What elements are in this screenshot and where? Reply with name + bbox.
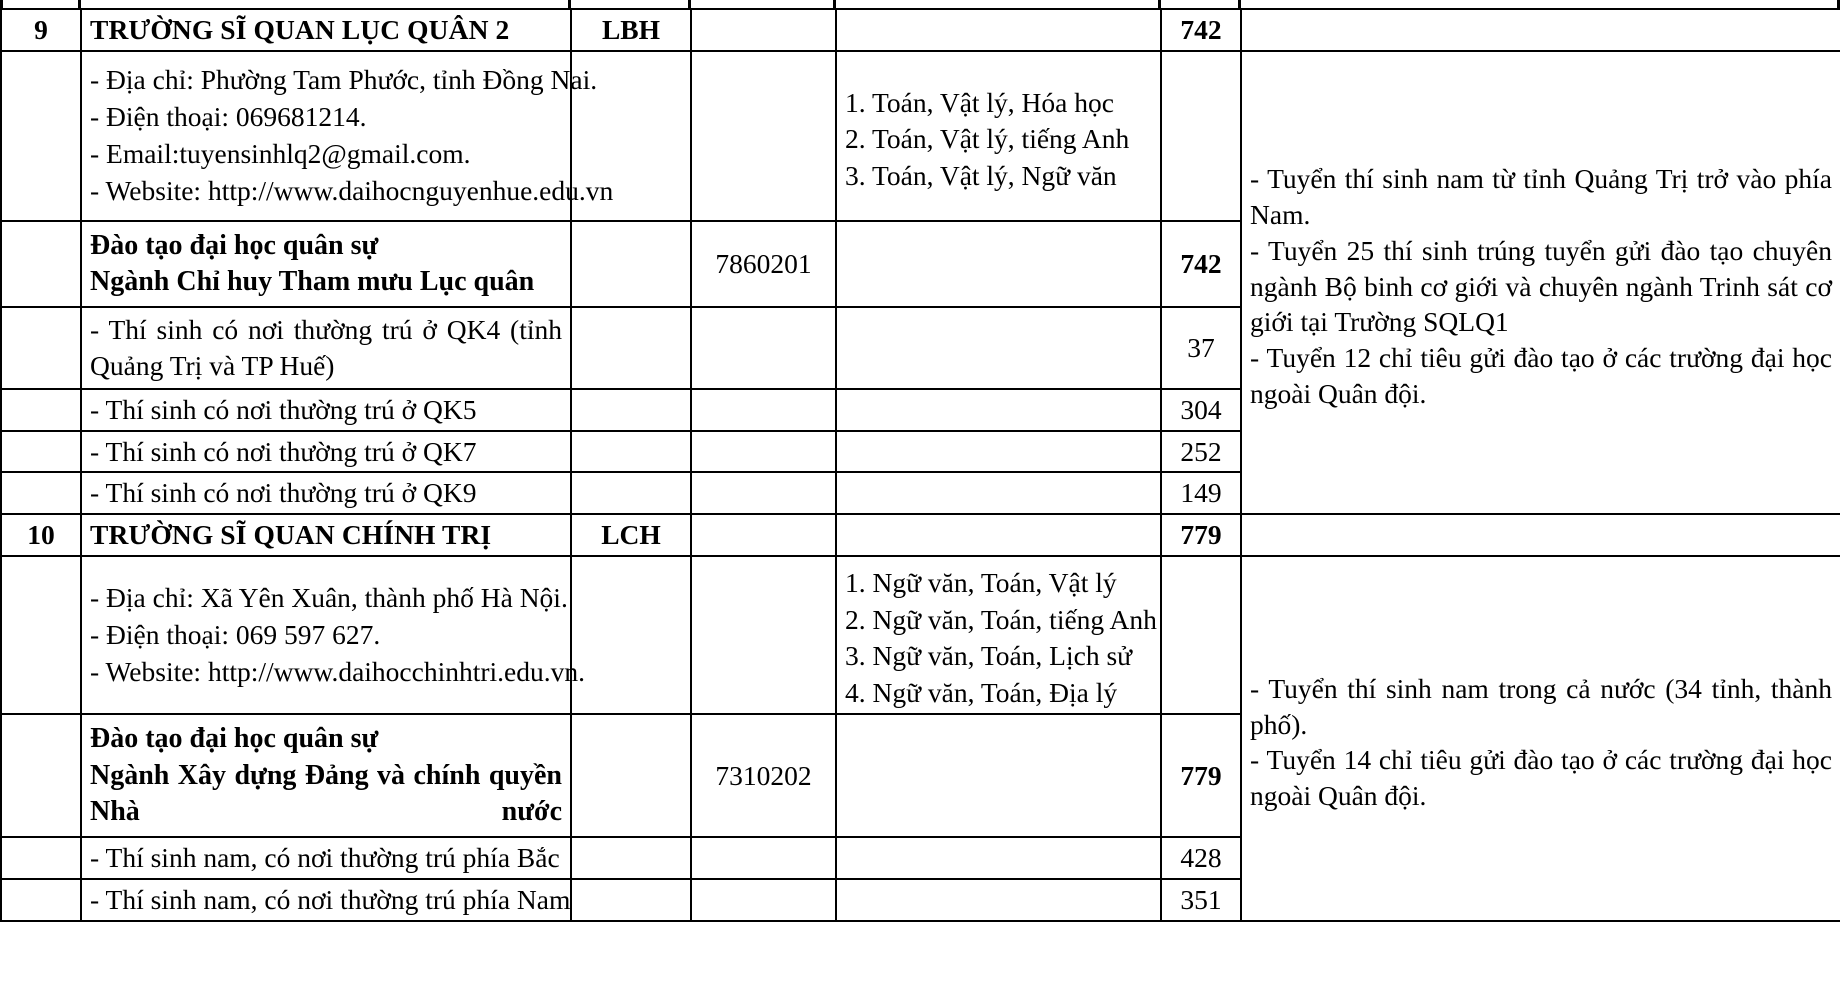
empty-subject-cell [836,514,1161,556]
breakdown-quota: 428 [1161,837,1241,879]
breakdown-label: - Thí sinh có nơi thường trú ở QK7 [81,431,571,473]
program-major-code: 7860201 [691,221,836,308]
empty-subject-cell [836,837,1161,879]
phone-line: - Điện thoại: 069681214. [90,100,367,132]
empty-major-code-cell [691,51,836,221]
table-row-school-header [1,514,1840,556]
school-code: LBH [571,9,691,51]
school-total-quota: 742 [1161,9,1241,51]
school-total-quota: 779 [1161,514,1241,556]
empty-major-code-cell [691,879,836,921]
phone-line: - Điện thoại: 069 597 627. [90,618,381,650]
empty-school-code-cell [571,389,691,431]
breakdown-label: - Thí sinh có nơi thường trú ở QK9 [81,472,571,514]
breakdown-quota: 149 [1161,472,1241,514]
email-line: - Email:tuyensinhlq2@gmail.com. [90,137,471,169]
empty-school-code-cell [571,221,691,308]
subject-group-item: 1. Ngữ văn, Toán, Vật lý [845,566,1117,598]
school-code: LCH [571,514,691,556]
subject-group-item: 4. Ngữ văn, Toán, Địa lý [845,676,1118,708]
empty-school-code-cell [571,714,691,837]
table-row-school-header [1,9,1840,51]
empty-notes-cell [1241,514,1840,556]
empty-school-code-cell [571,307,691,389]
empty-major-code-cell [691,307,836,389]
school-title: TRƯỜNG SĨ QUAN CHÍNH TRỊ [81,514,571,556]
empty-index-cell [1,879,81,921]
breakdown-quota: 304 [1161,389,1241,431]
breakdown-label: - Thí sinh có nơi thường trú ở QK4 (tỉnh Quảng Trị và TP Huế) [81,307,571,389]
empty-index-cell [1,837,81,879]
empty-subject-cell [836,472,1161,514]
school-title: TRƯỜNG SĨ QUAN LỤC QUÂN 2 [81,9,571,51]
empty-subject-cell [836,879,1161,921]
program-level: Đào tạo đại học quân sự [90,229,379,261]
address-line: - Địa chỉ: Xã Yên Xuân, thành phố Hà Nội. [90,581,568,613]
empty-subject-cell [836,714,1161,837]
subject-group-item: 2. Toán, Vật lý, tiếng Anh [845,123,1130,155]
address-line: - Địa chỉ: Phường Tam Phước, tỉnh Đồng Nai. [90,63,598,95]
breakdown-label: - Thí sinh nam, có nơi thường trú phía Bắc [81,837,571,879]
note-item: - Tuyển thí sinh nam từ tỉnh Quảng Trị trở vào phía Nam. [1250,163,1832,231]
subject-groups-cell [836,9,1161,51]
empty-school-code-cell [571,879,691,921]
empty-major-code-cell [691,431,836,473]
empty-index-cell [1,307,81,389]
breakdown-quota: 37 [1161,307,1241,389]
empty-school-code-cell [571,837,691,879]
major-code-cell [691,9,836,51]
empty-subject-cell [836,221,1161,308]
subject-groups-list [836,51,1161,221]
program-major-code: 7310202 [691,714,836,837]
school-contact-info [81,51,614,221]
table-row-school-info [1,51,1840,221]
note-item: - Tuyển 12 chỉ tiêu gửi đào tạo ở các trường đại học ngoài Quân đội. [1250,342,1832,409]
empty-subject-cell [836,389,1161,431]
website-line: - Website: http://www.daihocchinhtri.edu.vn. [90,655,585,687]
program-major: Ngành Xây dựng Đảng và chính quyền Nhà nước [90,759,562,827]
table-row-school-info [1,556,1840,714]
empty-major-code-cell [691,556,836,714]
subject-groups-list [836,556,1161,714]
website-line: - Website: http://www.daihocnguyenhue.edu.vn [90,174,614,206]
program-quota: 742 [1161,221,1241,308]
empty-school-code-cell [571,472,691,514]
empty-index-cell [1,389,81,431]
program-major: Ngành Chỉ huy Tham mưu Lục quân [90,266,535,298]
empty-major-code-cell [691,389,836,431]
program-quota: 779 [1161,714,1241,837]
empty-quota-cell [1161,556,1241,714]
empty-major-code-cell [691,837,836,879]
program-name [81,221,571,308]
empty-major-code-cell [691,472,836,514]
school-index: 9 [1,9,81,51]
empty-index-cell [1,472,81,514]
school-index: 10 [1,514,81,556]
note-item: - Tuyển thí sinh nam trong cả nước (34 tỉnh, thành phố). [1250,672,1832,740]
empty-quota-cell [1161,51,1241,221]
school-notes [1241,556,1840,921]
admissions-table [0,8,1840,922]
school-contact-info [81,556,585,714]
breakdown-label: - Thí sinh nam, có nơi thường trú phía Nam [81,879,571,921]
note-item: - Tuyển 25 thí sinh trúng tuyển gửi đào tạo chuyên ngành Bộ binh cơ giới và chuyên ngành Trinh sát cơ giới tại Trường SQLQ1 [1250,234,1832,338]
empty-school-code-cell [571,431,691,473]
breakdown-quota: 252 [1161,431,1241,473]
empty-school-code-cell [571,556,691,714]
empty-index-cell [1,431,81,473]
subject-group-item: 3. Toán, Vật lý, Ngữ văn [845,160,1117,191]
empty-major-code-cell [691,514,836,556]
program-level: Đào tạo đại học quân sự [90,723,379,755]
empty-index-cell [1,221,81,308]
breakdown-label: - Thí sinh có nơi thường trú ở QK5 [81,389,571,431]
subject-group-item: 1. Toán, Vật lý, Hóa học [845,86,1114,118]
program-name [81,714,571,837]
empty-index-cell [1,51,81,221]
subject-group-item: 3. Ngữ văn, Toán, Lịch sử [845,640,1133,672]
table-top-edge [0,0,1840,8]
empty-index-cell [1,714,81,837]
empty-index-cell [1,556,81,714]
empty-subject-cell [836,307,1161,389]
breakdown-quota: 351 [1161,879,1241,921]
notes-cell [1241,9,1840,51]
subject-group-item: 2. Ngữ văn, Toán, tiếng Anh [845,603,1157,635]
note-item: - Tuyển 14 chỉ tiêu gửi đào tạo ở các trường đại học ngoài Quân đội. [1250,744,1832,812]
school-notes [1241,51,1840,514]
empty-subject-cell [836,431,1161,473]
